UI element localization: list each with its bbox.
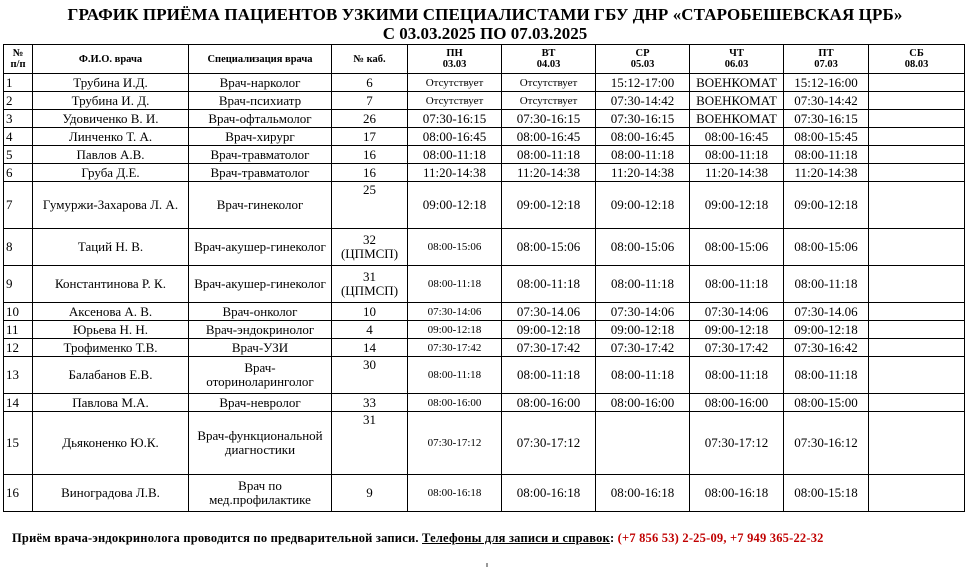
doctor-name: Павлов А.В. <box>33 146 189 164</box>
schedule-cell: 08:00-15:06 <box>690 229 784 266</box>
doctor-name: Балабанов Е.В. <box>33 357 189 394</box>
schedule-cell: 08:00-11:18 <box>408 146 502 164</box>
schedule-cell: 07:30-17:42 <box>596 339 690 357</box>
schedule-cell <box>869 357 965 394</box>
table-row <box>4 128 965 146</box>
doctor-name: Груба Д.Е. <box>33 164 189 182</box>
table-row <box>4 110 965 128</box>
specialization: Врач-функциональной диагностики <box>189 412 332 475</box>
divider <box>486 563 488 567</box>
schedule-cell: 07:30-16:42 <box>784 339 869 357</box>
specialization: Врач-акушер-гинеколог <box>189 266 332 303</box>
schedule-cell: 09:00-12:18 <box>690 182 784 229</box>
schedule-cell: 08:00-11:18 <box>690 266 784 303</box>
schedule-cell: 09:00-12:18 <box>408 182 502 229</box>
row-number: 3 <box>4 110 33 128</box>
schedule-cell <box>869 394 965 412</box>
schedule-cell: ВОЕНКОМАТ <box>690 92 784 110</box>
schedule-cell: 08:00-15:06 <box>408 229 502 266</box>
schedule-cell <box>869 412 965 475</box>
schedule-cell: 07:30-14:42 <box>596 92 690 110</box>
specialization: Врач-онколог <box>189 303 332 321</box>
row-number: 15 <box>4 412 33 475</box>
doctor-name: Линченко Т. А. <box>33 128 189 146</box>
schedule-cell: Отсутствует <box>502 92 596 110</box>
table-row <box>4 475 965 512</box>
doctor-name: Трубина И. Д. <box>33 92 189 110</box>
schedule-cell: 07:30-17:42 <box>690 339 784 357</box>
schedule-cell: 08:00-16:45 <box>408 128 502 146</box>
schedule-cell: 09:00-12:18 <box>784 321 869 339</box>
schedule-cell <box>869 164 965 182</box>
doctor-name: Константинова Р. К. <box>33 266 189 303</box>
cabinet-number: 16 <box>332 146 408 164</box>
schedule-cell: 07:30-16:15 <box>784 110 869 128</box>
schedule-cell: Отсутствует <box>408 92 502 110</box>
header-num: № п/п <box>4 45 33 74</box>
cabinet-number: 10 <box>332 303 408 321</box>
schedule-cell: 08:00-11:18 <box>502 266 596 303</box>
schedule-cell: 07:30-16:15 <box>502 110 596 128</box>
cabinet-number: 16 <box>332 164 408 182</box>
row-number: 2 <box>4 92 33 110</box>
schedule-cell: 09:00-12:18 <box>408 321 502 339</box>
schedule-cell: 08:00-11:18 <box>784 146 869 164</box>
schedule-cell: 09:00-12:18 <box>502 182 596 229</box>
schedule-cell: 09:00-12:18 <box>690 321 784 339</box>
schedule-cell: 09:00-12:18 <box>596 182 690 229</box>
specialization: Врач-эндокринолог <box>189 321 332 339</box>
cabinet-number: 25 <box>332 182 408 229</box>
header-day-fri: ПТ 07.03 <box>784 45 869 74</box>
doctor-name: Гумуржи-Захарова Л. А. <box>33 182 189 229</box>
header-name: Ф.И.О. врача <box>33 45 189 74</box>
table-row <box>4 182 965 229</box>
row-number: 1 <box>4 74 33 92</box>
row-number: 4 <box>4 128 33 146</box>
footer-colon: : <box>609 531 615 545</box>
doctor-name: Павлова М.А. <box>33 394 189 412</box>
schedule-cell: 07:30-14.06 <box>502 303 596 321</box>
schedule-cell: 08:00-11:18 <box>784 266 869 303</box>
schedule-cell: 09:00-12:18 <box>784 182 869 229</box>
page-subtitle: С 03.03.2025 ПО 07.03.2025 <box>382 24 588 43</box>
schedule-cell: 08:00-15:06 <box>502 229 596 266</box>
row-number: 6 <box>4 164 33 182</box>
schedule-cell: 07:30-17:12 <box>502 412 596 475</box>
specialization: Врач по мед.профилактике <box>189 475 332 512</box>
schedule-cell: 07:30-14:06 <box>408 303 502 321</box>
header-spec: Специализация врача <box>189 45 332 74</box>
header-cab: № каб. <box>332 45 408 74</box>
footer-text: Приём врача-эндокринолога проводится по предварительной записи. <box>12 531 419 545</box>
row-number: 12 <box>4 339 33 357</box>
specialization: Врач-невролог <box>189 394 332 412</box>
schedule-cell: 07:30-14:06 <box>596 303 690 321</box>
schedule-table <box>3 44 965 512</box>
cabinet-number: 31 <box>332 412 408 475</box>
schedule-cell: 08:00-11:18 <box>596 146 690 164</box>
cabinet-number: 6 <box>332 74 408 92</box>
doctor-name: Виноградова Л.В. <box>33 475 189 512</box>
schedule-cell <box>869 146 965 164</box>
schedule-cell <box>869 110 965 128</box>
specialization: Врач-гинеколог <box>189 182 332 229</box>
row-number: 8 <box>4 229 33 266</box>
table-row <box>4 357 965 394</box>
cabinet-number: 9 <box>332 475 408 512</box>
schedule-cell: 07:30-14:42 <box>784 92 869 110</box>
schedule-cell: 07:30-17:12 <box>690 412 784 475</box>
schedule-cell: 07:30-16:15 <box>408 110 502 128</box>
row-number: 5 <box>4 146 33 164</box>
schedule-cell: 15:12-17:00 <box>596 74 690 92</box>
schedule-cell: 07:30-14.06 <box>784 303 869 321</box>
schedule-cell: 08:00-16:00 <box>690 394 784 412</box>
cabinet-number: 17 <box>332 128 408 146</box>
schedule-cell: 08:00-15:00 <box>784 394 869 412</box>
schedule-cell: 11:20-14:38 <box>690 164 784 182</box>
doctor-name: Юрьева Н. Н. <box>33 321 189 339</box>
schedule-cell: 09:00-12:18 <box>596 321 690 339</box>
table-row <box>4 229 965 266</box>
row-number: 7 <box>4 182 33 229</box>
specialization: Врач-нарколог <box>189 74 332 92</box>
schedule-cell: 08:00-16:18 <box>596 475 690 512</box>
table-row <box>4 412 965 475</box>
schedule-cell: 08:00-15:06 <box>596 229 690 266</box>
header-day-mon: ПН 03.03 <box>408 45 502 74</box>
schedule-cell: 08:00-16:00 <box>408 394 502 412</box>
table-row <box>4 339 965 357</box>
schedule-cell: 08:00-11:18 <box>408 357 502 394</box>
specialization: Врач-акушер-гинеколог <box>189 229 332 266</box>
schedule-cell <box>869 321 965 339</box>
specialization: Врач-УЗИ <box>189 339 332 357</box>
schedule-cell: Отсутствует <box>502 74 596 92</box>
schedule-cell: 08:00-11:18 <box>596 357 690 394</box>
header-day-sat: СБ 08.03 <box>869 45 965 74</box>
schedule-cell <box>869 266 965 303</box>
row-number: 14 <box>4 394 33 412</box>
schedule-cell: 08:00-11:18 <box>690 146 784 164</box>
schedule-cell: 07:30-17:42 <box>502 339 596 357</box>
schedule-cell: 07:30-17:42 <box>408 339 502 357</box>
doctor-name: Дьяконенко Ю.К. <box>33 412 189 475</box>
cabinet-number: 33 <box>332 394 408 412</box>
schedule-cell: 08:00-11:18 <box>502 357 596 394</box>
schedule-cell: 11:20-14:38 <box>596 164 690 182</box>
table-row <box>4 394 965 412</box>
schedule-cell: 08:00-11:18 <box>690 357 784 394</box>
schedule-cell: 08:00-16:45 <box>690 128 784 146</box>
footer-note <box>12 531 957 546</box>
header-day-wed: СР 05.03 <box>596 45 690 74</box>
page-title: ГРАФИК ПРИЁМА ПАЦИЕНТОВ УЗКИМИ СПЕЦИАЛИСТАМИ ГБУ ДНР «СТАРОБЕШЕВСКАЯ ЦРБ» <box>67 5 903 24</box>
cabinet-number: 32 (ЦПМСП) <box>332 229 408 266</box>
schedule-cell: 08:00-16:45 <box>502 128 596 146</box>
schedule-cell: 07:30-14:06 <box>690 303 784 321</box>
schedule-cell: 08:00-11:18 <box>408 266 502 303</box>
doctor-name: Таций Н. В. <box>33 229 189 266</box>
schedule-cell: 15:12-16:00 <box>784 74 869 92</box>
table-row <box>4 266 965 303</box>
schedule-cell: 08:00-16:00 <box>502 394 596 412</box>
specialization: Врач-оториноларинголог <box>189 357 332 394</box>
specialization: Врач-травматолог <box>189 146 332 164</box>
schedule-cell: 08:00-16:45 <box>596 128 690 146</box>
schedule-cell <box>869 182 965 229</box>
footer-phones-label: Телефоны для записи и справок <box>422 531 610 545</box>
schedule-cell: ВОЕНКОМАТ <box>690 74 784 92</box>
row-number: 11 <box>4 321 33 339</box>
cabinet-number: 4 <box>332 321 408 339</box>
schedule-cell: 08:00-11:18 <box>784 357 869 394</box>
schedule-cell <box>869 128 965 146</box>
doctor-name: Удовиченко В. И. <box>33 110 189 128</box>
table-row <box>4 164 965 182</box>
schedule-cell <box>869 74 965 92</box>
cabinet-number: 14 <box>332 339 408 357</box>
cabinet-number: 26 <box>332 110 408 128</box>
schedule-cell: 08:00-15:18 <box>784 475 869 512</box>
doctor-name: Трубина И.Д. <box>33 74 189 92</box>
schedule-cell <box>596 412 690 475</box>
header-row <box>4 45 965 74</box>
schedule-cell: 09:00-12:18 <box>502 321 596 339</box>
schedule-cell <box>869 303 965 321</box>
schedule-cell <box>869 475 965 512</box>
schedule-cell: 07:30-17:12 <box>408 412 502 475</box>
doctor-name: Трофименко Т.В. <box>33 339 189 357</box>
specialization: Врач-хирург <box>189 128 332 146</box>
schedule-cell: 11:20-14:38 <box>408 164 502 182</box>
row-number: 13 <box>4 357 33 394</box>
schedule-cell: Отсутствует <box>408 74 502 92</box>
header-day-tue: ВТ 04.03 <box>502 45 596 74</box>
cabinet-number: 7 <box>332 92 408 110</box>
schedule-cell: 08:00-16:00 <box>596 394 690 412</box>
specialization: Врач-офтальмолог <box>189 110 332 128</box>
schedule-cell: 11:20-14:38 <box>784 164 869 182</box>
schedule-cell: 08:00-16:18 <box>502 475 596 512</box>
specialization: Врач-психиатр <box>189 92 332 110</box>
schedule-cell: 08:00-11:18 <box>502 146 596 164</box>
header-day-thu: ЧТ 06.03 <box>690 45 784 74</box>
cabinet-number: 31 (ЦПМСП) <box>332 266 408 303</box>
schedule-cell <box>869 92 965 110</box>
schedule-cell: 08:00-15:06 <box>784 229 869 266</box>
table-row <box>4 303 965 321</box>
row-number: 10 <box>4 303 33 321</box>
table-row <box>4 321 965 339</box>
schedule-cell: 08:00-16:18 <box>690 475 784 512</box>
table-row <box>4 146 965 164</box>
schedule-cell: 07:30-16:12 <box>784 412 869 475</box>
table-row <box>4 74 965 92</box>
row-number: 16 <box>4 475 33 512</box>
footer-phones: (+7 856 53) 2-25-09, +7 949 365-22-32 <box>617 531 824 545</box>
cabinet-number: 30 <box>332 357 408 394</box>
schedule-cell <box>869 229 965 266</box>
table-row <box>4 92 965 110</box>
schedule-cell: 11:20-14:38 <box>502 164 596 182</box>
schedule-cell <box>869 339 965 357</box>
row-number: 9 <box>4 266 33 303</box>
schedule-cell: ВОЕНКОМАТ <box>690 110 784 128</box>
doctor-name: Аксенова А. В. <box>33 303 189 321</box>
schedule-cell: 08:00-15:45 <box>784 128 869 146</box>
schedule-cell: 07:30-16:15 <box>596 110 690 128</box>
schedule-cell: 08:00-16:18 <box>408 475 502 512</box>
schedule-cell: 08:00-11:18 <box>596 266 690 303</box>
specialization: Врач-травматолог <box>189 164 332 182</box>
